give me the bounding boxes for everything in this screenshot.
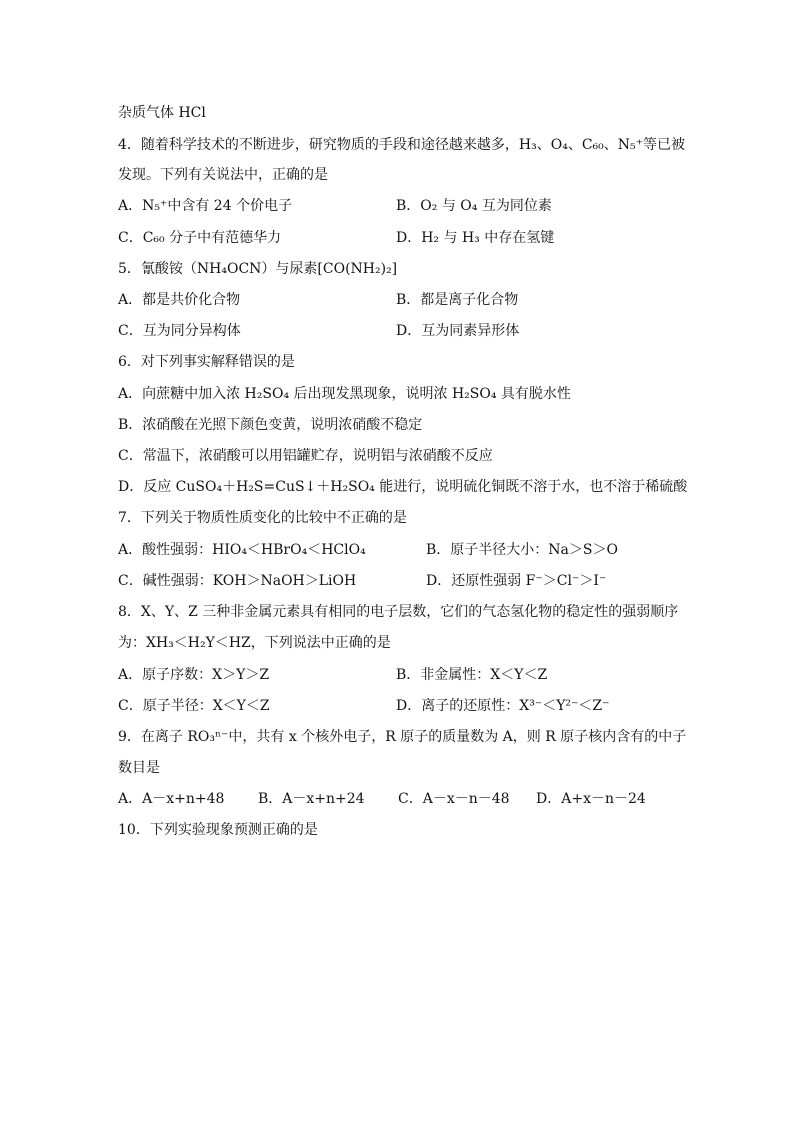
question-4-option-b: B．O₂ 与 O₄ 互为同位素 <box>396 198 552 214</box>
question-9-stem-cont: 数目是 <box>118 760 160 776</box>
question-6-option-a: A．向蔗糖中加入浓 H₂SO₄ 后出现发黑现象，说明浓 H₂SO₄ 具有脱水性 <box>118 386 571 402</box>
question-8-option-d: D．离子的还原性：X³⁻＜Y²⁻＜Z⁻ <box>396 698 610 714</box>
text-line: 杂质气体 HCl <box>118 105 206 121</box>
question-4-stem-cont: 发现。下列有关说法中，正确的是 <box>118 167 328 183</box>
question-5-option-c: C．互为同分异构体 <box>118 323 241 339</box>
question-7-option-c: C．碱性强弱：KOH＞NaOH＞LiOH <box>118 573 357 589</box>
question-8-option-c: C．原子半径：X＜Y＜Z <box>118 698 270 714</box>
question-9-option-c: C．A－x－n－48 <box>398 791 510 807</box>
question-7-option-d: D．还原性强弱 F⁻＞Cl⁻＞I⁻ <box>426 573 607 589</box>
question-10-stem: 10．下列实验现象预测正确的是 <box>118 822 318 838</box>
question-8-stem: 8．X、Y、Z 三种非金属元素具有相同的电子层数，它们的气态氢化物的稳定性的强弱顺序 <box>118 604 679 620</box>
question-7-option-a: A．酸性强弱：HIO₄＜HBrO₄＜HClO₄ <box>118 542 366 558</box>
question-5-stem: 5．氰酸铵（NH₄OCN）与尿素[CO(NH₂)₂] <box>118 261 398 277</box>
question-4-stem: 4．随着科学技术的不断进步，研究物质的手段和途径越来越多，H₃、O₄、C₆₀、N₅⁺等已被 <box>118 137 686 153</box>
question-4-option-c: C．C₆₀ 分子中有范德华力 <box>118 230 282 246</box>
question-5-option-a: A．都是共价化合物 <box>118 292 241 308</box>
question-8-option-b: B．非金属性：X＜Y＜Z <box>396 667 548 683</box>
question-5-option-b: B．都是离子化合物 <box>396 292 519 308</box>
question-6-option-d: D．反应 CuSO₄＋H₂S=CuS↓＋H₂SO₄ 能进行，说明硫化铜既不溶于水，也不溶于稀硫酸 <box>118 479 688 495</box>
question-4-option-d: D．H₂ 与 H₃ 中存在氢键 <box>396 230 555 246</box>
question-6-option-c: C．常温下，浓硝酸可以用铝罐贮存，说明铝与浓硝酸不反应 <box>118 448 493 464</box>
question-5-option-d: D．互为同素异形体 <box>396 323 520 339</box>
question-9-option-a: A．A－x+n+48 <box>118 791 225 807</box>
question-9-stem: 9．在离子 RO₃ⁿ⁻中，共有 x 个核外电子，R 原子的质量数为 A，则 R 原子核内含有的中子 <box>118 729 687 745</box>
question-9-option-d: D．A+x－n－24 <box>536 791 646 807</box>
question-7-stem: 7．下列关于物质性质变化的比较中不正确的是 <box>118 510 407 526</box>
question-9-option-b: B．A－x+n+24 <box>258 791 365 807</box>
question-8-option-a: A．原子序数：X＞Y＞Z <box>118 667 270 683</box>
question-8-stem-cont: 为：XH₃＜H₂Y＜HZ，下列说法中正确的是 <box>118 635 391 651</box>
question-6-option-b: B．浓硝酸在光照下颜色变黄，说明浓硝酸不稳定 <box>118 417 423 433</box>
question-7-option-b: B．原子半径大小：Na＞S＞O <box>426 542 618 558</box>
question-4-option-a: A．N₅⁺中含有 24 个价电子 <box>118 198 293 214</box>
question-6-stem: 6．对下列事实解释错误的是 <box>118 354 295 370</box>
